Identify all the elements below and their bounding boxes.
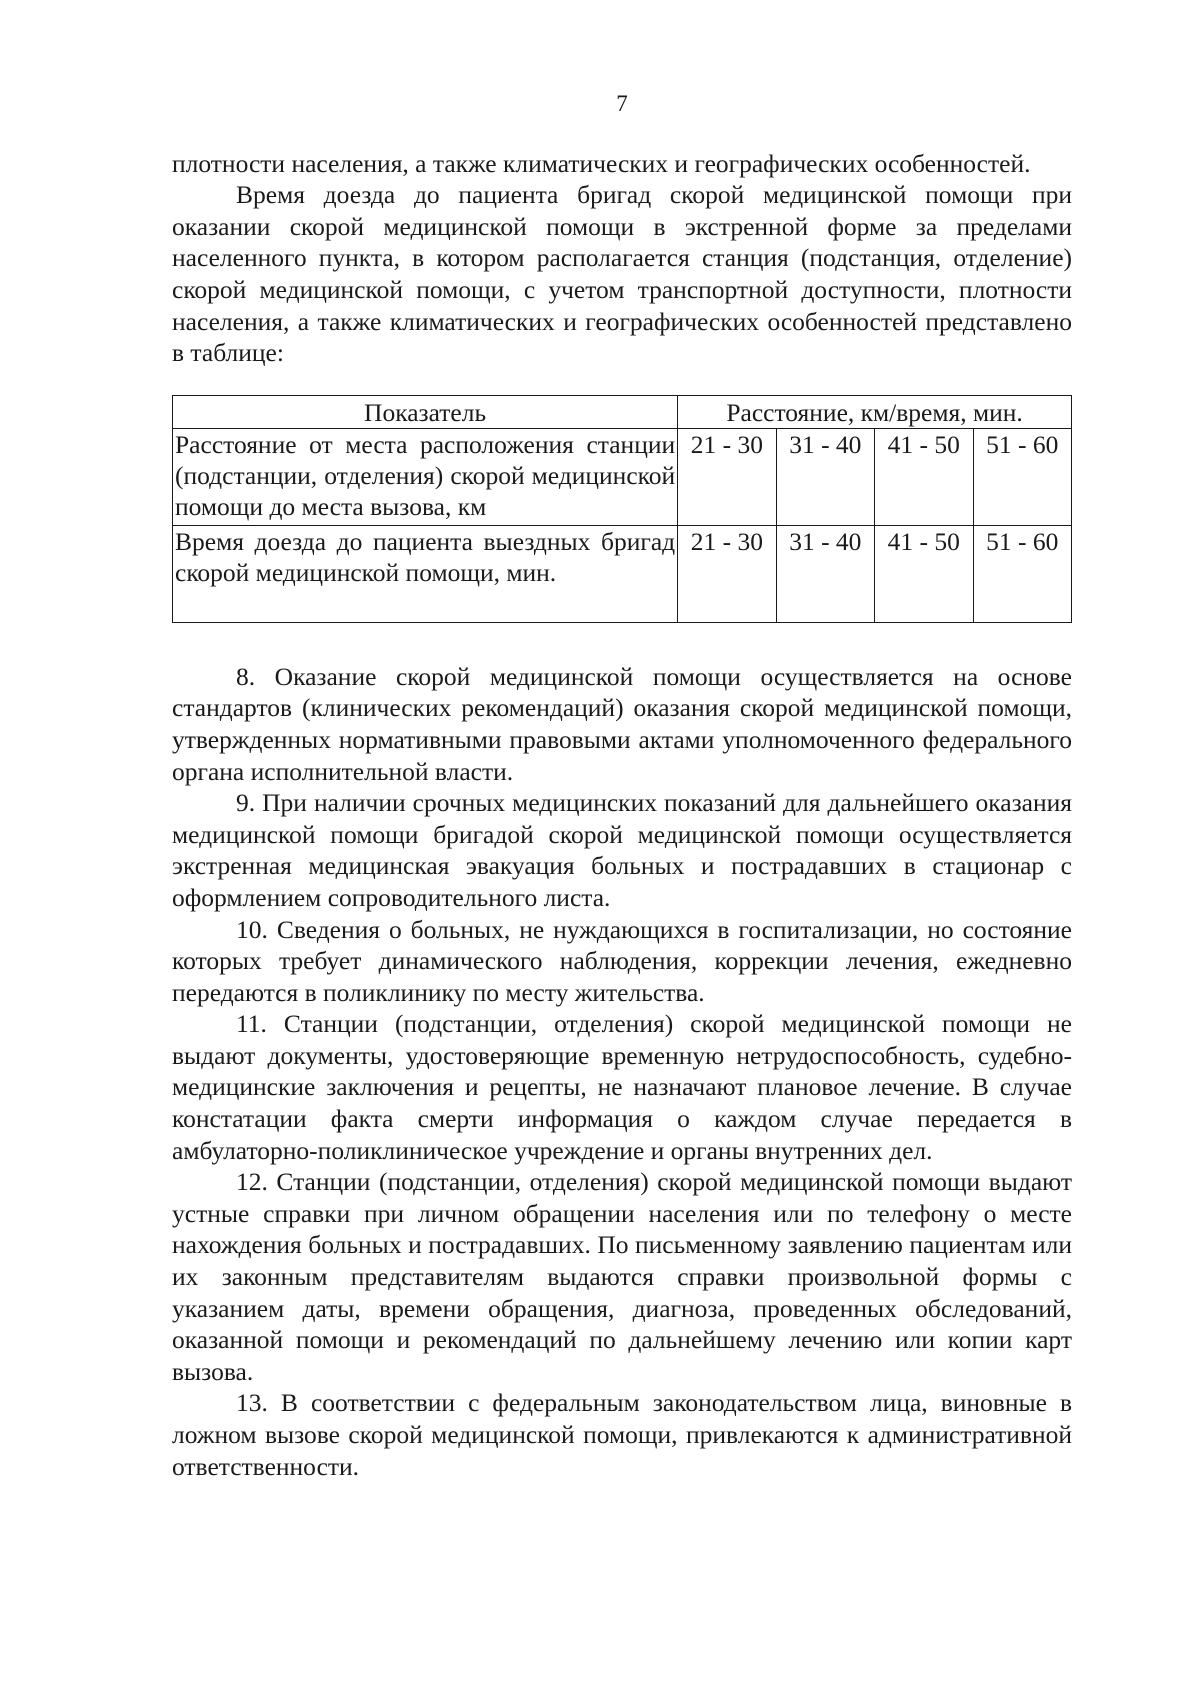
table-header-row [173,395,1072,428]
cell-time-2: 31 - 40 [776,525,874,622]
paragraph-13: 13. В соответствии с федеральным законодательством лица, виновные в ложном вызове скорой медицинской помощи, привлекаются к административной ответственности. [172,1388,1072,1481]
cell-time-4: 51 - 60 [973,525,1072,622]
paragraph-8: 8. Оказание скорой медицинской помощи осуществляется на основе стандартов (клинических рекомендаций) оказания скорой медицинской помощи, утвержденных нормативными правовыми актами уполномоченного федерального органа исполнительной власти. [172,661,1072,786]
row-label-distance: Расстояние от места расположения станции (подстанции, отделения) скорой медицинской помощи до места вызова, км [173,428,678,525]
header-distance-time: Расстояние, км/время, мин. [678,395,1072,428]
cell-time-3: 41 - 50 [875,525,973,622]
cell-time-1: 21 - 30 [678,525,776,622]
travel-time-table [172,395,1072,623]
header-indicator: Показатель [173,395,678,428]
paragraph-10: 10. Сведения о больных, не нуждающихся в госпитализации, но состояние которых требует динамического наблюдения, коррекции лечения, ежедневно передаются в поликлинику по месту жительства. [172,914,1072,1007]
travel-time-table-wrap [172,395,1072,623]
table-row [173,428,1072,525]
page-number: 7 [616,91,628,116]
cell-distance-4: 51 - 60 [973,428,1072,525]
paragraph-continuation: плотности населения, а также климатических и географических особенностей. [172,148,1031,178]
paragraph-travel-time: Время доезда до пациента бригад скорой медицинской помощи при оказании скорой медицинской помощи в экстренной форме за пределами населенного пункта, в котором располагается станция (подстанция, отделение) скорой медицинской помощи, с учетом транспортной доступности, плотности населения, а также климатических и географических особенностей представлено в таблице: [172,180,1072,368]
table-row [173,525,1072,622]
paragraph-11: 11. Станции (подстанции, отделения) скорой медицинской помощи не выдают документы, удостоверяющие временную нетрудоспособность, судебно-медицинские заключения и рецепты, не назначают плановое лечение. В случае констатации факта смерти информация о каждом случае передается в амбулаторно-поликлиническое учреждение и органы внутренних дел. [172,1009,1072,1165]
paragraph-9: 9. При наличии срочных медицинских показаний для дальнейшего оказания медицинской помощи бригадой скорой медицинской помощи осуществляется экстренная медицинская эвакуация больных и пострадавших в стационар с оформлением сопроводительного листа. [172,788,1072,912]
cell-distance-3: 41 - 50 [875,428,973,525]
cell-distance-2: 31 - 40 [776,428,874,525]
document-page [172,88,1072,1482]
paragraph-12: 12. Станции (подстанции, отделения) скорой медицинской помощи выдают устные справки при личном обращении населения или по телефону о месте нахождения больных и пострадавших. По письменному заявлению пациентам или их законным представителям выдаются справки произвольной формы с указанием даты, времени обращения, диагноза, проведенных обследований, оказанной помощи и рекомендаций по дальнейшему лечению или копии карт вызова. [172,1167,1072,1386]
cell-distance-1: 21 - 30 [678,428,776,525]
row-label-time: Время доезда до пациента выездных бригад скорой медицинской помощи, мин. [173,525,678,622]
